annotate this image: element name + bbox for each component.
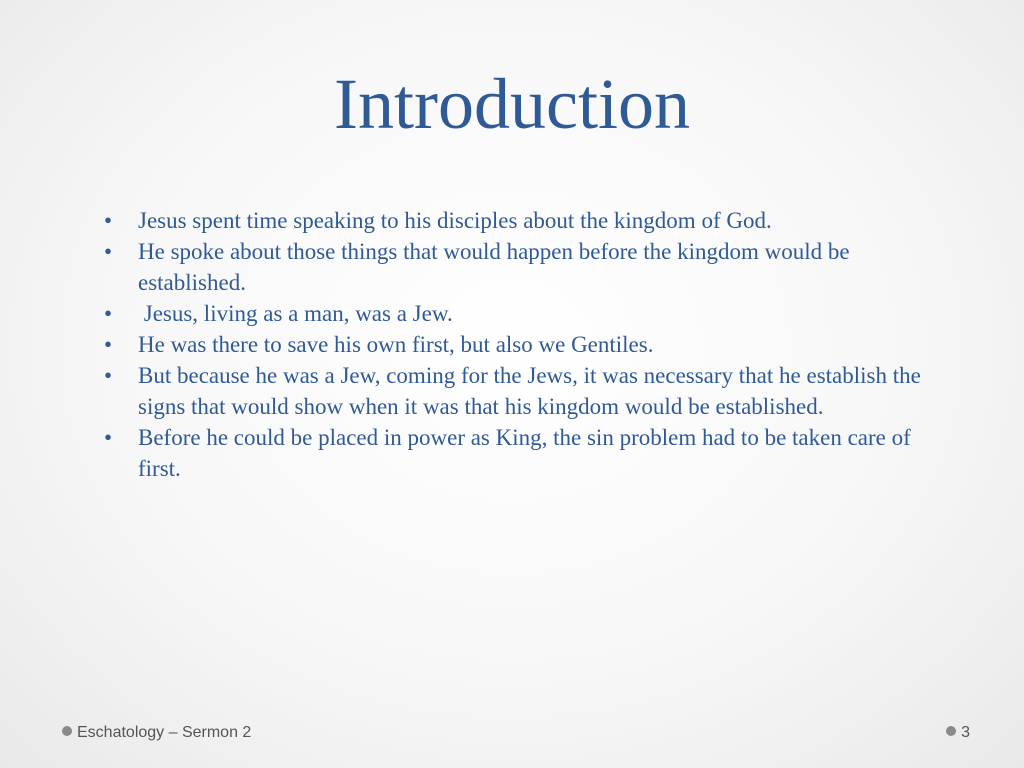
footer-bullet-icon [62, 726, 72, 736]
bullet-item [104, 205, 934, 236]
footer-title-text: Eschatology – Sermon 2 [77, 724, 252, 741]
bullet-dot-icon: • [104, 239, 113, 264]
bullet-text: Jesus, living as a man, was a Jew. [138, 301, 453, 326]
bullet-item [104, 360, 934, 422]
bullet-text: He spoke about those things that would happen before the kingdom would be established. [138, 239, 850, 295]
bullet-text: He was there to save his own first, but also we Gentiles. [138, 332, 654, 357]
bullet-text: Before he could be placed in power as King, the sin problem had to be taken care of first. [138, 425, 911, 481]
bullet-item [104, 236, 934, 298]
footer-bullet-icon [946, 726, 956, 736]
slide-title: Introduction [334, 64, 690, 144]
bullet-list [104, 205, 934, 484]
bullet-item [104, 422, 934, 484]
bullet-dot-icon: • [104, 208, 113, 233]
bullet-item [104, 298, 934, 329]
bullet-dot-icon: • [104, 332, 113, 357]
page-number-text: 3 [961, 724, 970, 741]
bullet-text: Jesus spent time speaking to his disciples about the kingdom of God. [138, 208, 772, 233]
bullet-dot-icon: • [104, 363, 113, 388]
footer-title [62, 722, 251, 744]
bullet-text: But because he was a Jew, coming for the Jews, it was necessary that he establish the signs that would show when it was that his kingdom would be established. [138, 363, 921, 419]
bullet-dot-icon: • [104, 301, 113, 326]
bullet-item [104, 329, 934, 360]
bullet-dot-icon: • [104, 425, 113, 450]
footer-page-number [946, 722, 970, 744]
